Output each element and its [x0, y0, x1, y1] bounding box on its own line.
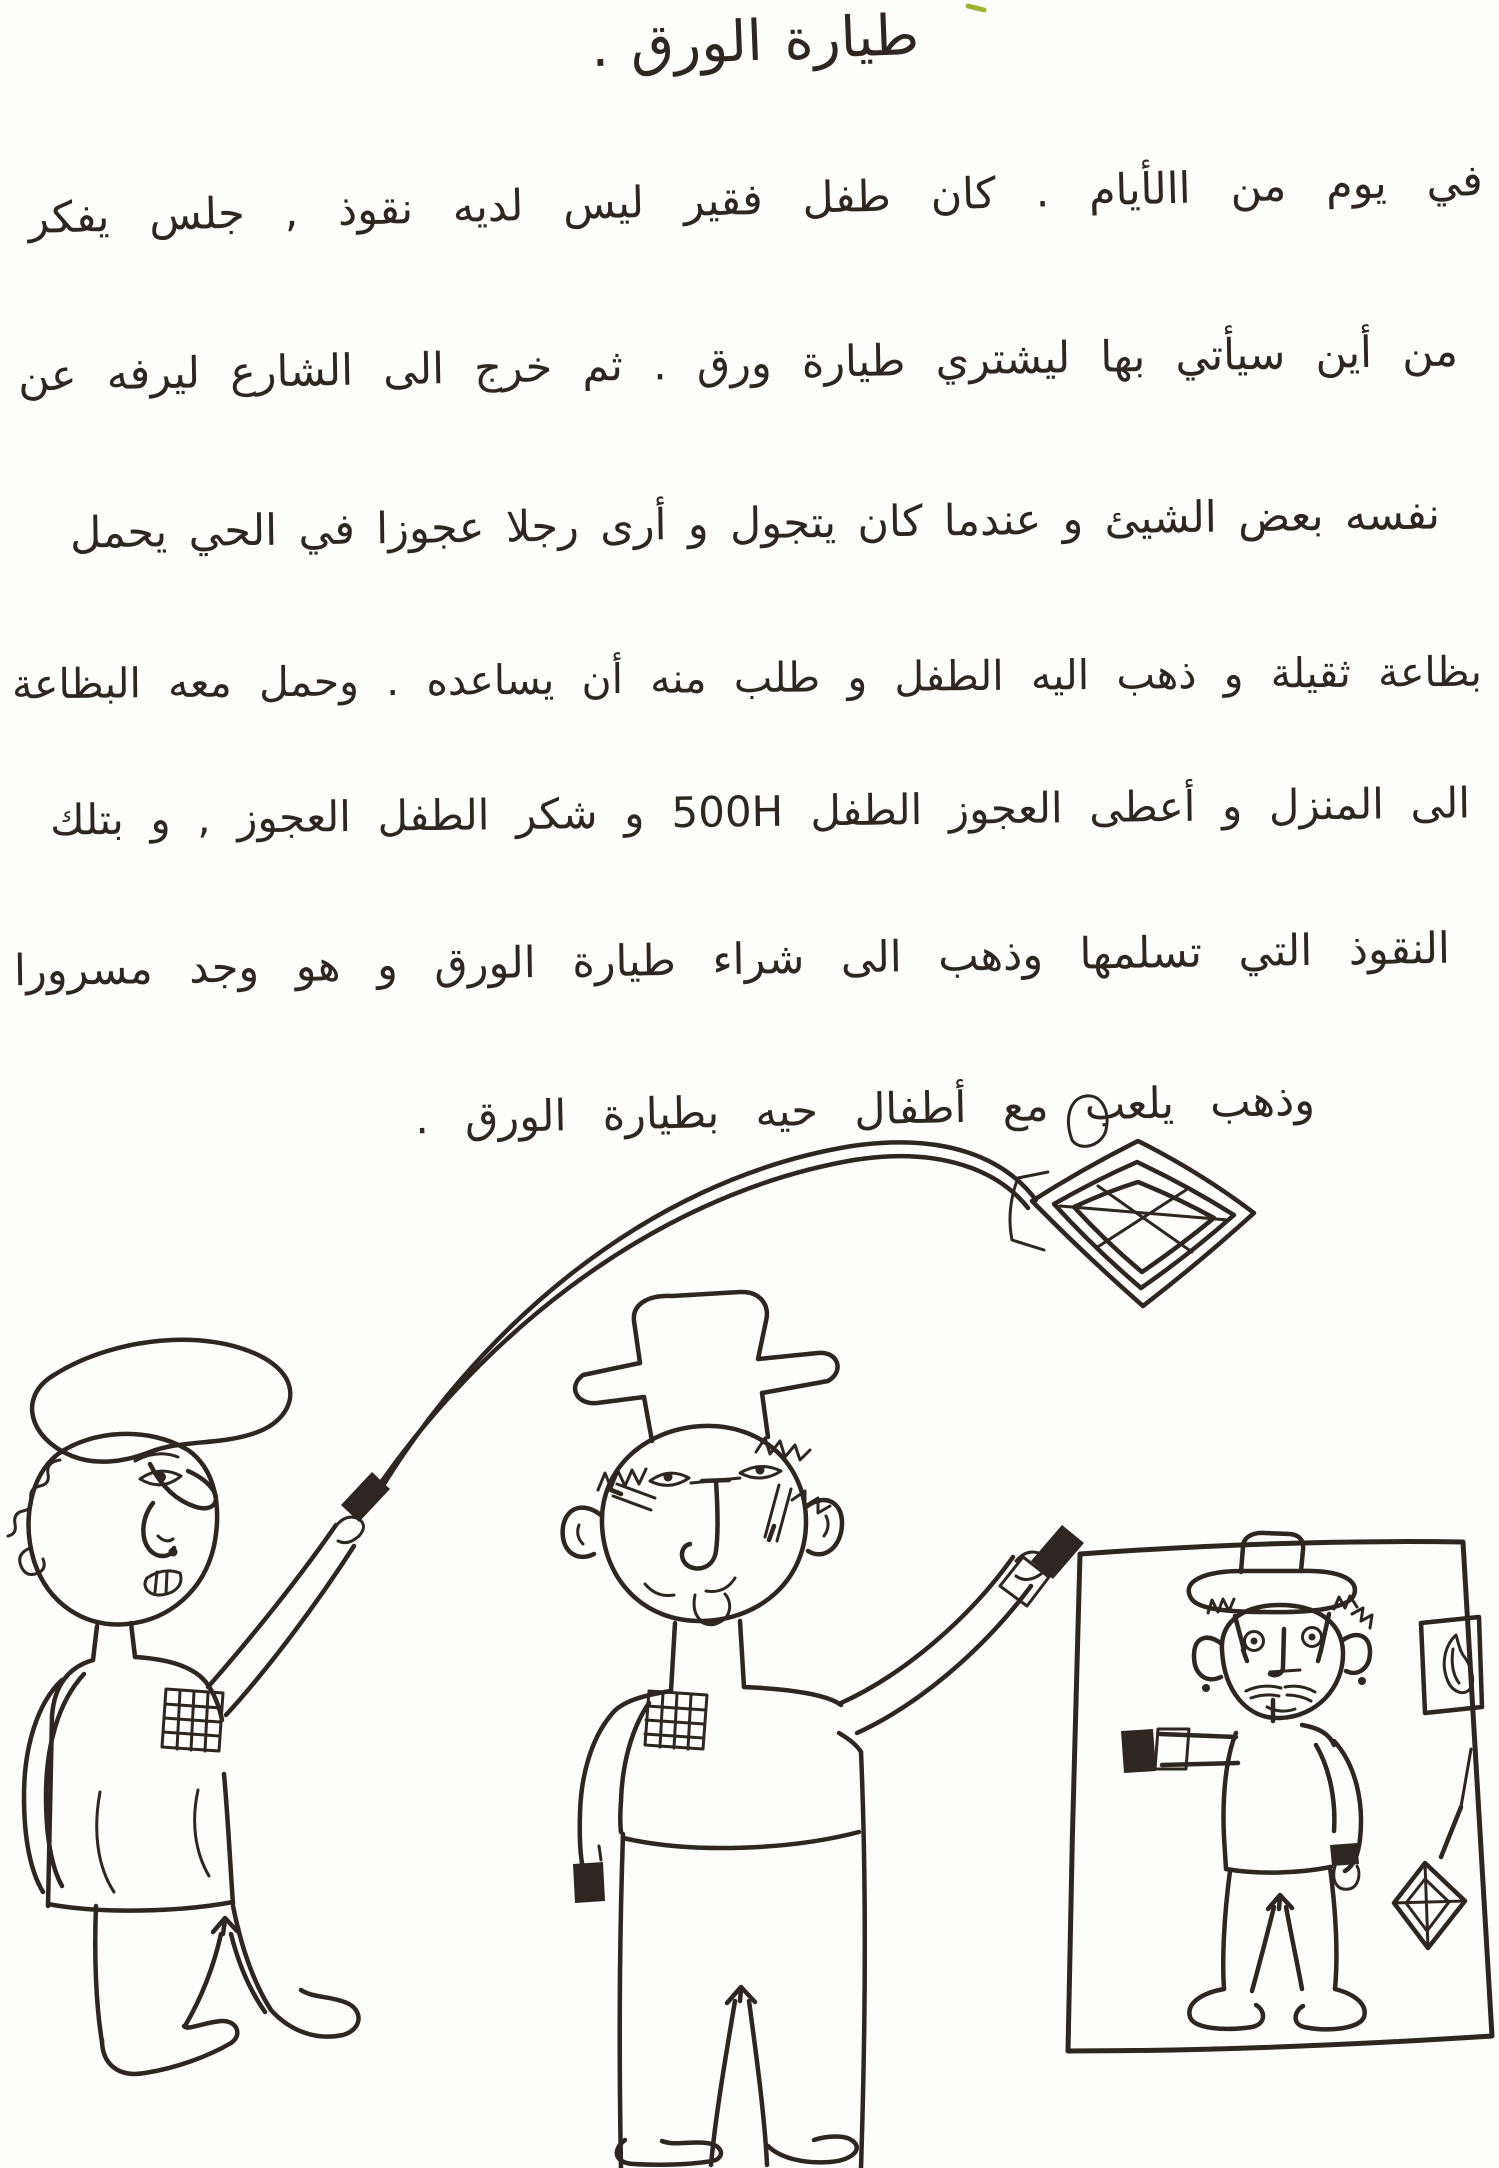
story-line-7: وذهب يلعب مع أطفال حيه بطيارة الورق . [414, 1075, 1316, 1145]
boy-with-beret [8, 1340, 390, 2074]
old-man [1121, 1533, 1372, 2029]
kite-string [360, 1096, 1107, 1514]
wrist-cuff [573, 1862, 605, 1903]
dark-cuff [1121, 1729, 1156, 1773]
kite-icon [1010, 1141, 1254, 1306]
story-line-1: في يوم من االأيام . كان طفل فقير ليس لديه نقوذ , جلس يفكر [27, 155, 1484, 245]
scan-speck [968, 6, 984, 10]
story-line-4: بظاعة ثقيلة و ذهب اليه الطفل و طلب منه أن يساعده . وحمل معه البظاعة [11, 647, 1483, 709]
story-line-3: نفسه بعض الشيئ و عندما كان يتجول و أرى رجلا عجوزا في الحي يحمل [69, 489, 1441, 559]
picture-frame-panel [1068, 1533, 1492, 2051]
small-kite-icon [1394, 1749, 1471, 1948]
story-line-2: من أين سيأتي بها ليشتري طيارة ورق . ثم خرج الى الشارع ليرفه عن [17, 326, 1459, 402]
boy-with-cross-hat [563, 1292, 1084, 2168]
story-line-6: النقوذ التي تسلمها وذهب الى شراء طيارة الورق و هو وجد مسرورا [13, 923, 1451, 997]
story-title: طيارة الورق . [589, 2, 921, 81]
frame-border [1068, 1542, 1492, 2051]
story-line-5: الى المنزل و أعطى العجوز الطفل 500H و شكر الطفل العجوز , و بتلك [49, 778, 1471, 845]
